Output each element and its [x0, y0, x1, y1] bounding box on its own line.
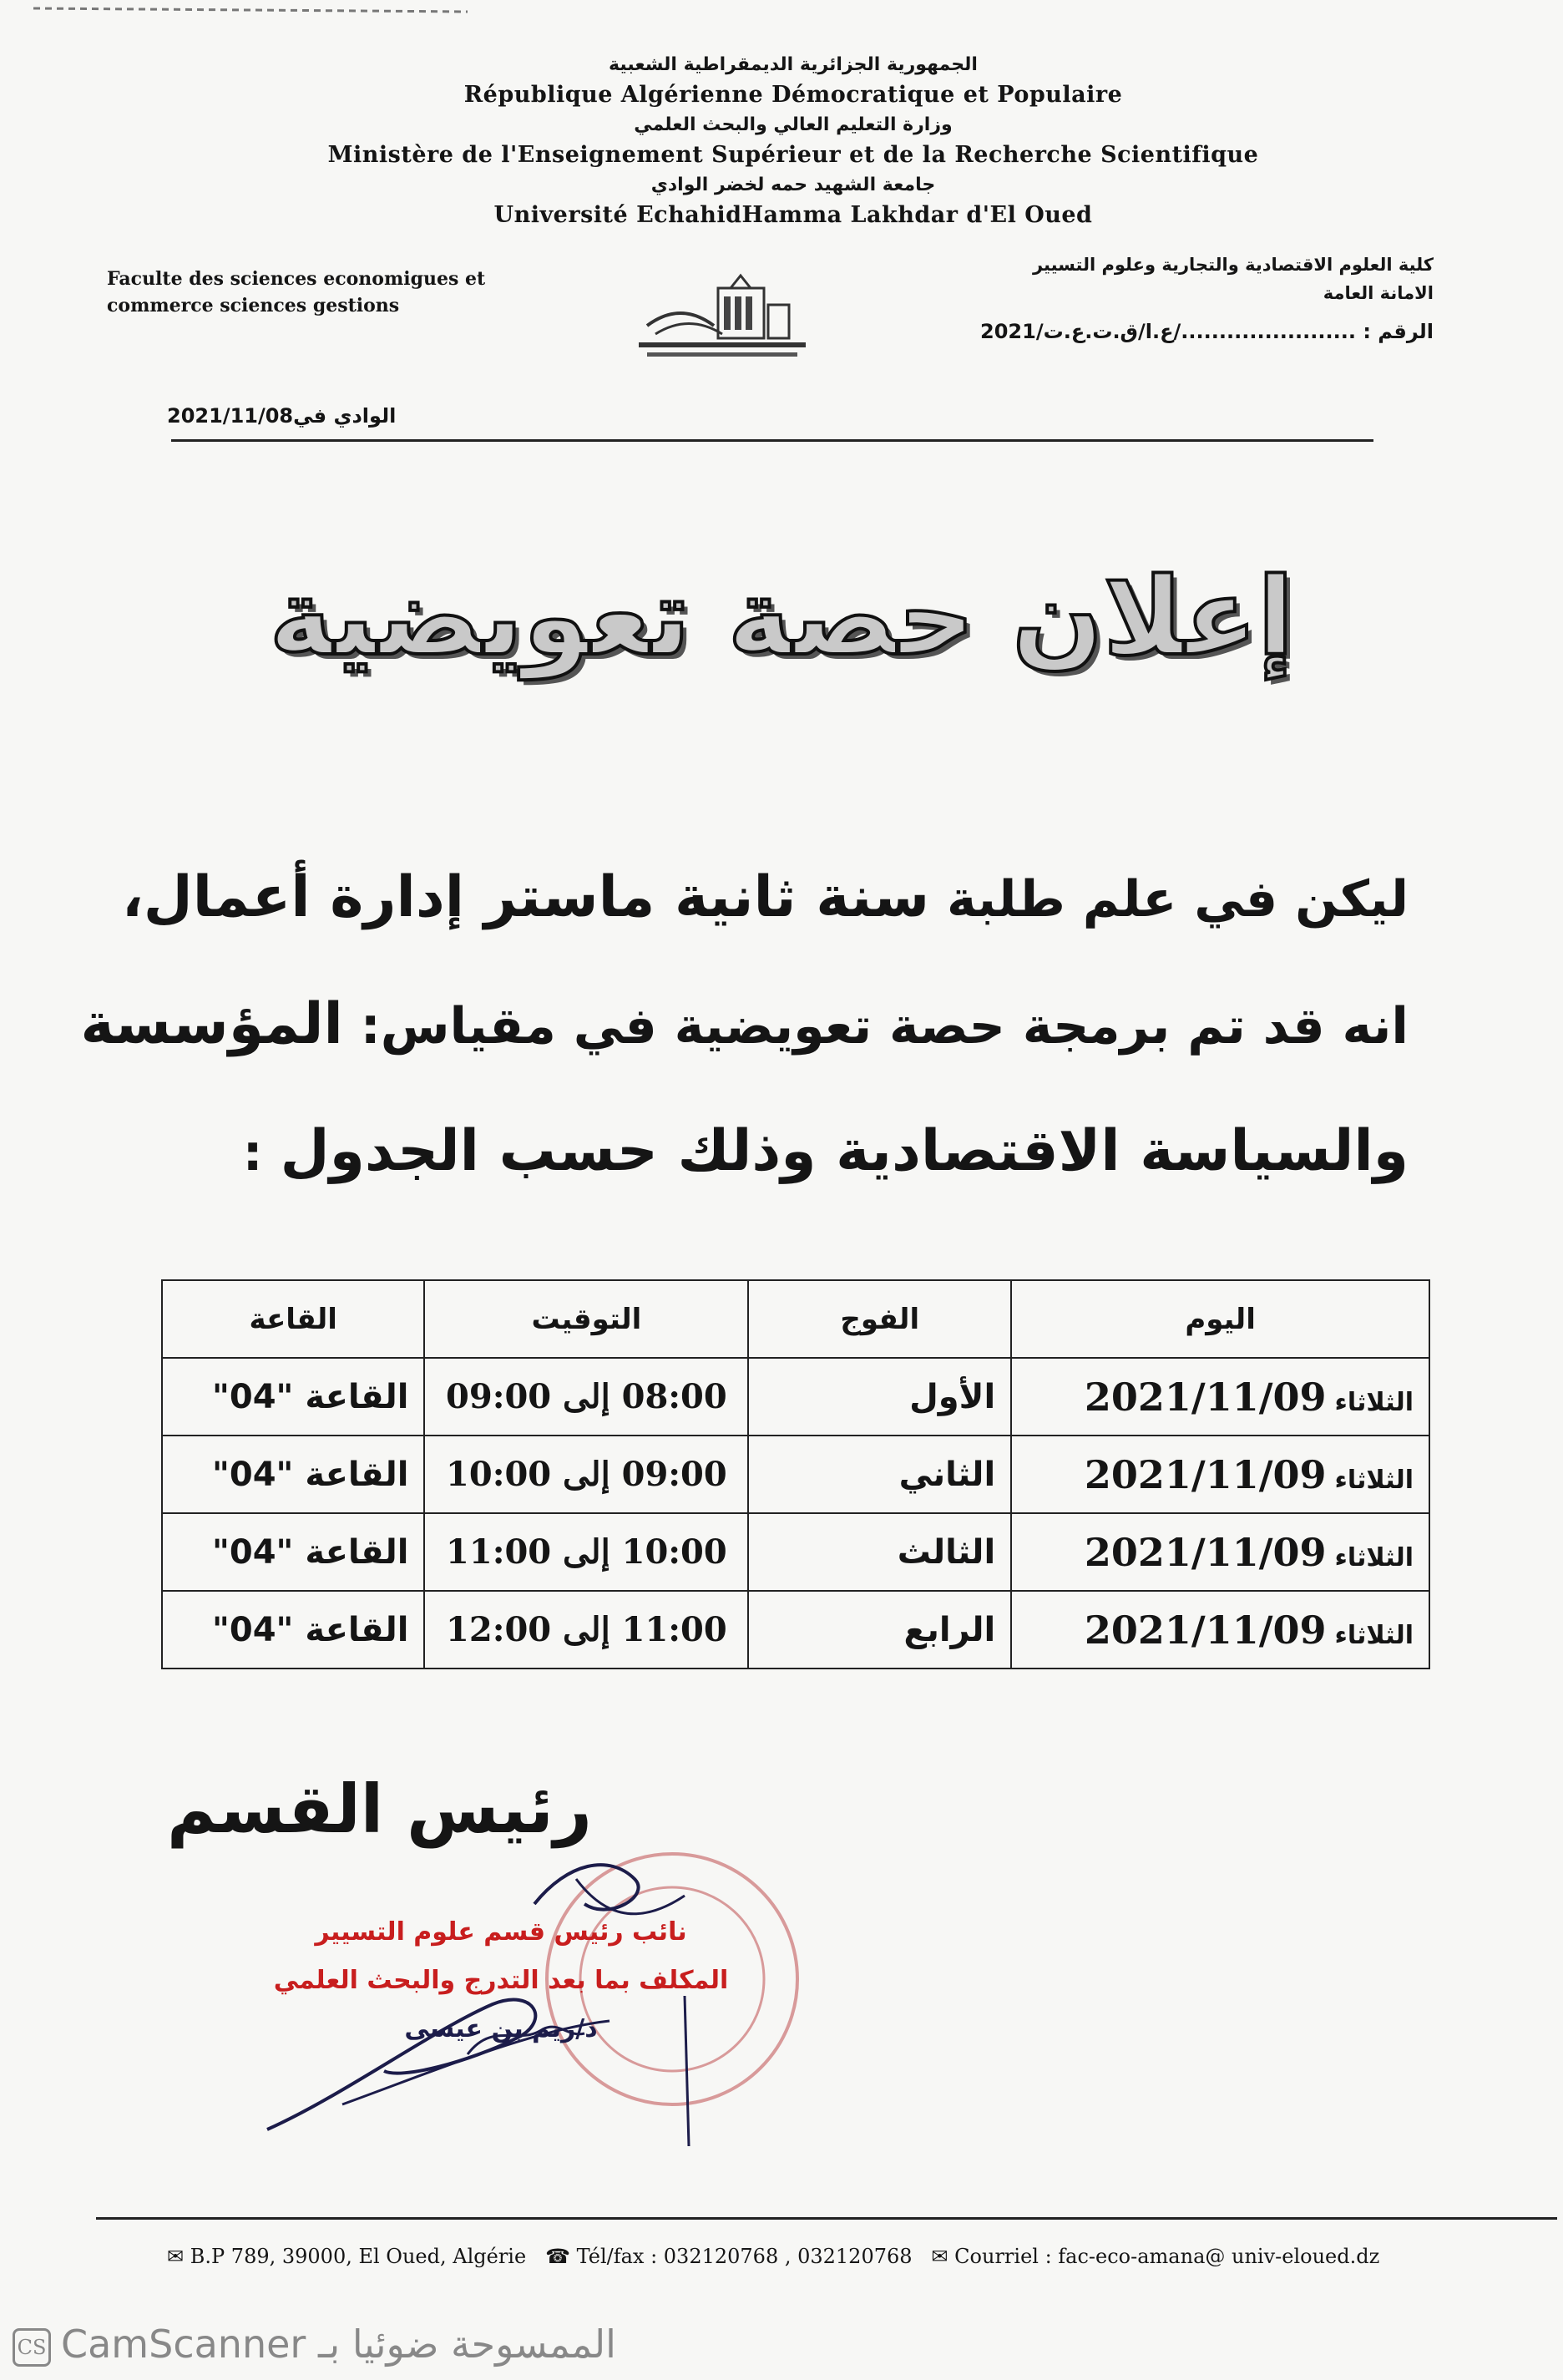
footer-contact: [167, 2245, 1379, 2268]
cell-group: الأول: [748, 1358, 1011, 1436]
body-line-1: ليكن في علم طلبة سنة ثانية ماستر إدارة أعمال،: [121, 864, 1409, 930]
table-row: [162, 1436, 1429, 1513]
camscanner-watermark: [13, 2322, 616, 2367]
header-day: اليوم: [1011, 1280, 1429, 1358]
camscanner-logo-icon: CS: [13, 2328, 51, 2367]
republic-arabic: الجمهورية الجزائرية الديمقراطية الشعبية: [609, 54, 978, 75]
head-of-department-label: رئيس القسم: [167, 1770, 592, 1848]
cell-group: الثالث: [748, 1513, 1011, 1591]
cell-room: القاعة "04": [162, 1513, 424, 1591]
body-line-2: انه قد تم برمجة حصة تعويضية في مقياس: المؤسسة: [80, 991, 1409, 1057]
cell-time: 08:00 إلى 09:00: [424, 1358, 748, 1436]
table-row: [162, 1513, 1429, 1591]
announcement-body: [80, 835, 1409, 1216]
table-row: [162, 1358, 1429, 1436]
reference-number: الرقم : ......................./ع.ا/ق.ت.ع.ت/2021: [980, 320, 1434, 343]
institution-header: [250, 50, 1336, 230]
stamp-text: نائب رئيس قسم علوم التسيير المكلف بما بعد التدرج والبحث العلمي د/ريم بن عيسى: [273, 1917, 729, 2043]
footer-address: B.P 789, 39000, El Oued, Algérie: [190, 2245, 527, 2268]
header-group: الفوج: [748, 1280, 1011, 1358]
cell-time: 10:00 إلى 11:00: [424, 1513, 748, 1591]
faculty-arabic: كلية العلوم الاقتصادية والتجارية وعلوم التسيير الامانة العامة: [1032, 255, 1434, 303]
header-room: القاعة: [162, 1280, 424, 1358]
mail-icon: ✉: [167, 2245, 185, 2268]
document-date: الوادي في2021/11/08: [167, 404, 397, 428]
cell-day: الثلاثاء2021/11/09: [1011, 1513, 1429, 1591]
cell-time: 11:00 إلى 12:00: [424, 1591, 748, 1669]
cell-room: القاعة "04": [162, 1436, 424, 1513]
header-divider: [171, 439, 1373, 442]
cell-room: القاعة "04": [162, 1591, 424, 1669]
cell-time: 09:00 إلى 10:00: [424, 1436, 748, 1513]
schedule-table: [161, 1279, 1430, 1669]
camscanner-text: CamScanner الممسوحة ضوئيا بـ: [61, 2322, 616, 2367]
cell-group: الثاني: [748, 1436, 1011, 1513]
university-logo-icon: [630, 267, 814, 380]
header-time: التوقيت: [424, 1280, 748, 1358]
faculty-french: Faculte des sciences economigues et commerce sciences gestions: [107, 268, 486, 316]
scan-noise: [0, 0, 1563, 33]
cell-day: الثلاثاء2021/11/09: [1011, 1436, 1429, 1513]
phone-icon: ☎: [545, 2245, 570, 2268]
body-line-3: والسياسة الاقتصادية وذلك حسب الجدول :: [242, 1118, 1409, 1184]
ministry-french: Ministère de l'Enseignement Supérieur et de la Recherche Scientifique: [327, 142, 1259, 168]
university-french: Université EchahidHamma Lakhdar d'El Oued: [493, 202, 1093, 228]
university-arabic: جامعة الشهيد حمه لخضر الوادي: [650, 175, 936, 195]
email-icon: ✉: [931, 2245, 948, 2268]
cell-day: الثلاثاء2021/11/09: [1011, 1358, 1429, 1436]
announcement-title: إعلان حصة تعويضية: [269, 555, 1294, 680]
cell-room: القاعة "04": [162, 1358, 424, 1436]
table-header-row: [162, 1280, 1429, 1358]
table-row: [162, 1591, 1429, 1669]
footer-phone: Tél/fax : 032120768 , 032120768: [576, 2245, 913, 2268]
cell-day: الثلاثاء2021/11/09: [1011, 1591, 1429, 1669]
republic-french: République Algérienne Démocratique et Populaire: [463, 82, 1123, 108]
footer-divider: [96, 2217, 1557, 2220]
ministry-arabic: وزارة التعليم العالي والبحث العلمي: [634, 114, 953, 135]
footer-email: Courriel : fac-eco-amana@ univ-eloued.dz: [954, 2245, 1380, 2268]
cell-group: الرابع: [748, 1591, 1011, 1669]
